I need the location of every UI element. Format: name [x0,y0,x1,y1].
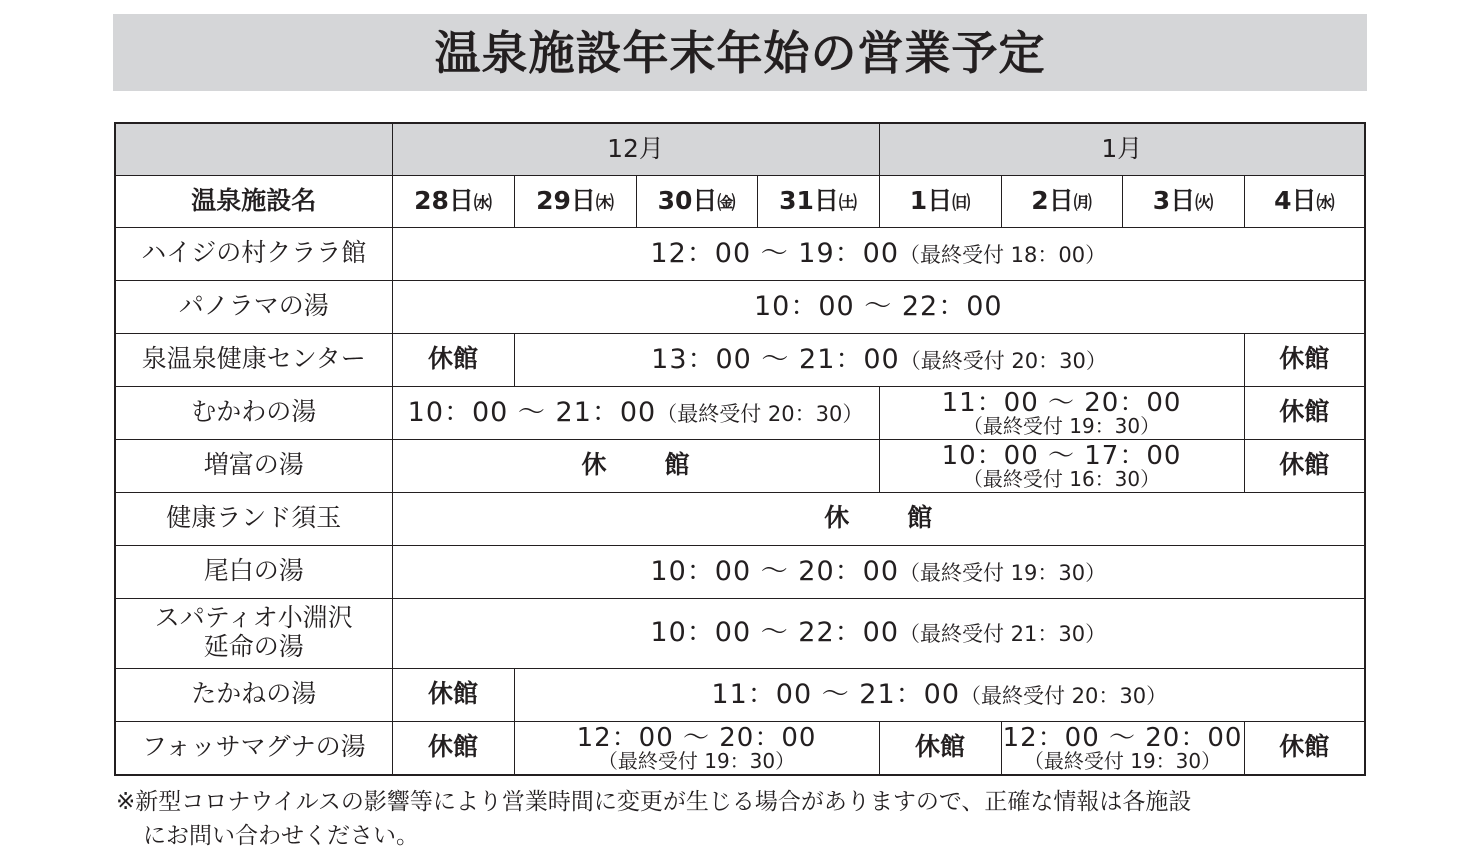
hours-cell: 10：00 ～ 20：00（最終受付 19：30） [392,545,1365,598]
facility-name: パノラマの湯 [115,280,392,333]
closed-cell: 休館 [392,668,514,721]
month-january: 1月 [879,123,1365,175]
closed-text: 休 館 [581,450,690,480]
table-row [115,439,1365,492]
closed-cell [392,439,879,492]
title-banner [113,14,1367,91]
footnote-line2: にお問い合わせください。 [143,823,419,849]
day-header: 2日㈪ [1001,175,1122,227]
hours-cell: 12：00 ～ 20：00 （最終受付 19：30） [514,721,879,775]
month-header-row [115,123,1365,175]
hours-cell: 10：00 ～ 22：00（最終受付 21：30） [392,598,1365,668]
table-row [115,386,1365,439]
facility-name: フォッサマグナの湯 [115,721,392,775]
table-row [115,333,1365,386]
table-row [115,227,1365,280]
facility-column-header: 温泉施設名 [115,175,392,227]
table-row [115,280,1365,333]
closed-cell: 休館 [392,721,514,775]
month-december: 12月 [392,123,879,175]
facility-name: 健康ランド須玉 [115,492,392,545]
table-row [115,598,1365,668]
hours-cell: 13：00 ～ 21：00（最終受付 20：30） [514,333,1244,386]
closed-cell: 休館 [1244,333,1365,386]
page-title: 温泉施設年末年始の営業予定 [434,25,1046,80]
table-row [115,492,1365,545]
facility-name: ハイジの村クララ館 [115,227,392,280]
facility-name: 泉温泉健康センター [115,333,392,386]
closed-text: 休 館 [824,503,933,533]
schedule-table [114,122,1366,776]
footnote [116,785,1356,853]
hours-cell: 10：00 ～ 22：00 [392,280,1365,333]
closed-cell: 休館 [1244,721,1365,775]
footnote-line1: ※新型コロナウイルスの影響等により営業時間に変更が生じる場合がありますので、正確な情報は各施設 [116,789,1192,815]
closed-cell: 休館 [879,721,1001,775]
day-header: 30日㈮ [636,175,757,227]
table-row [115,668,1365,721]
hours-cell: 12：00 ～ 19：00（最終受付 18：00） [392,227,1365,280]
hours-cell: 11：00 ～ 21：00（最終受付 20：30） [514,668,1365,721]
closed-cell: 休館 [392,333,514,386]
hours-cell: 11：00 ～ 20：00 （最終受付 19：30） [879,386,1244,439]
day-header-row [115,175,1365,227]
table-row [115,545,1365,598]
day-header: 4日㈬ [1244,175,1365,227]
closed-cell: 休館 [1244,386,1365,439]
day-header: 31日㈯ [757,175,879,227]
facility-name: スパティオ小淵沢 延命の湯 [115,598,392,668]
day-header: 3日㈫ [1122,175,1244,227]
facility-name: むかわの湯 [115,386,392,439]
facility-name: 尾白の湯 [115,545,392,598]
day-header: 1日㈰ [879,175,1001,227]
closed-cell [392,492,1365,545]
hours-cell: 12：00 ～ 20：00 （最終受付 19：30） [1001,721,1244,775]
table-row [115,721,1365,775]
day-header: 29日㈭ [514,175,636,227]
hours-cell: 10：00 ～ 17：00 （最終受付 16：30） [879,439,1244,492]
facility-name: 増富の湯 [115,439,392,492]
facility-name: たかねの湯 [115,668,392,721]
closed-cell: 休館 [1244,439,1365,492]
day-header: 28日㈬ [392,175,514,227]
corner-cell [115,123,392,175]
hours-cell: 10：00 ～ 21：00（最終受付 20：30） [392,386,879,439]
